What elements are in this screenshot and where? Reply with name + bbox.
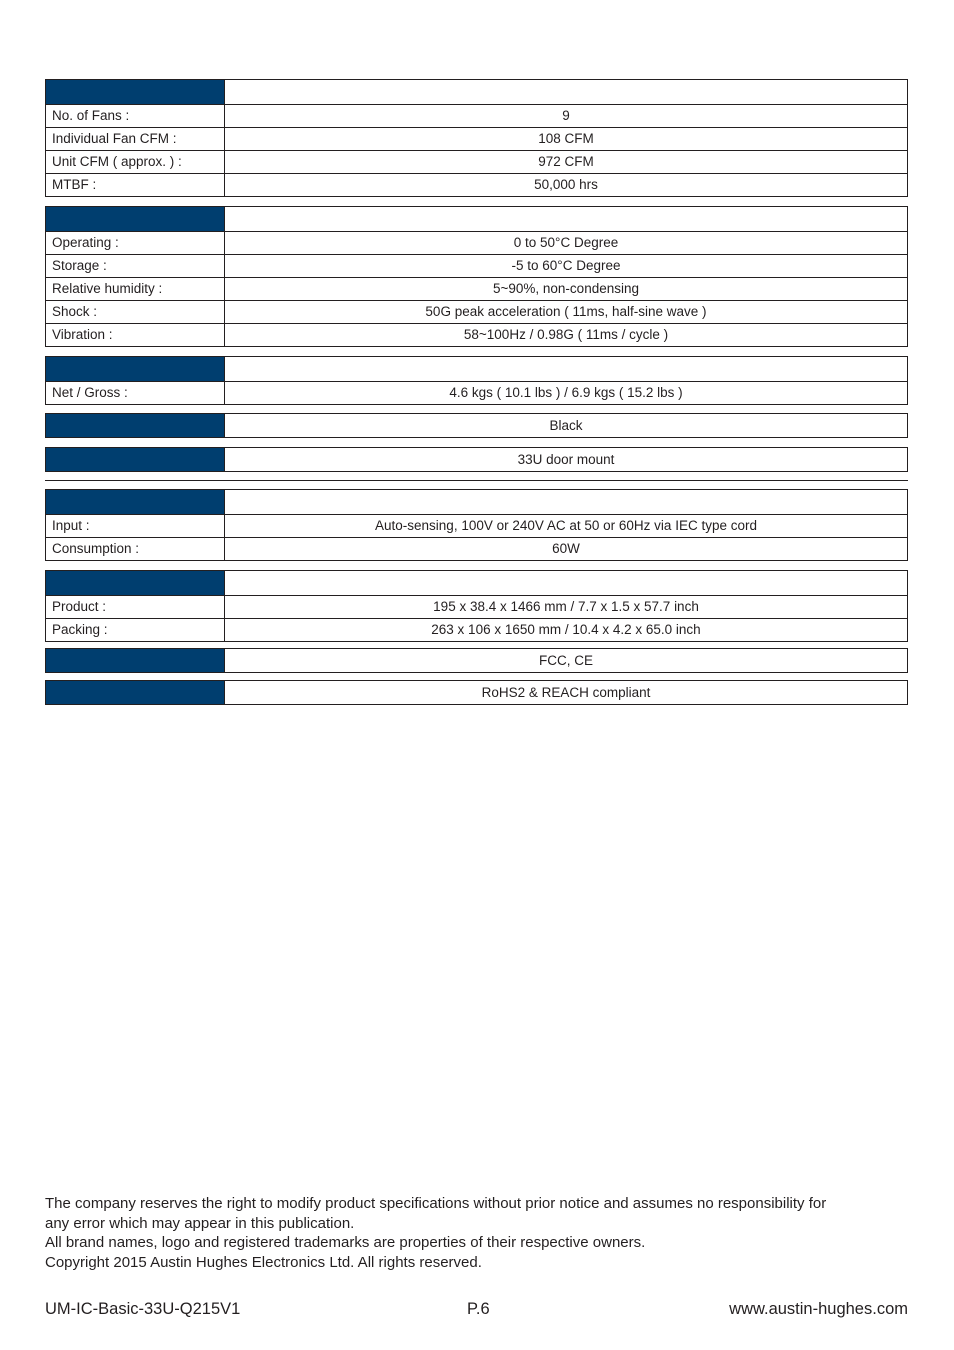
section-divider bbox=[45, 480, 908, 481]
table-row bbox=[46, 278, 908, 301]
section-header-bar bbox=[46, 571, 225, 596]
section-header-bar bbox=[46, 414, 225, 438]
section-header-bar bbox=[46, 80, 225, 105]
table-row bbox=[46, 681, 908, 705]
spec-label: Individual Fan CFM : bbox=[46, 128, 225, 151]
mounting-spec-table bbox=[45, 447, 908, 472]
table-row bbox=[46, 538, 908, 561]
disclaimer bbox=[45, 1194, 915, 1272]
color-spec-table bbox=[45, 413, 908, 438]
document-code: UM-IC-Basic-33U-Q215V1 bbox=[45, 1300, 241, 1318]
table-row bbox=[46, 301, 908, 324]
spec-value: 5~90%, non-condensing bbox=[225, 278, 908, 301]
spec-label: No. of Fans : bbox=[46, 105, 225, 128]
spec-label: Operating : bbox=[46, 232, 225, 255]
table-row bbox=[46, 649, 908, 673]
section-header-blank bbox=[225, 490, 908, 515]
table-row bbox=[46, 174, 908, 197]
spec-label: Storage : bbox=[46, 255, 225, 278]
spec-label: Unit CFM ( approx. ) : bbox=[46, 151, 225, 174]
spec-label: Shock : bbox=[46, 301, 225, 324]
section-header-bar bbox=[46, 681, 225, 705]
disclaimer-line: All brand names, logo and registered trademarks are properties of their respective owners. bbox=[45, 1234, 646, 1251]
spec-label: Consumption : bbox=[46, 538, 225, 561]
certification-spec-table bbox=[45, 648, 908, 673]
compliance-spec-table bbox=[45, 680, 908, 705]
fan-section-header bbox=[46, 80, 908, 105]
disclaimer-line: any error which may appear in this publication. bbox=[45, 1214, 355, 1232]
section-header-bar bbox=[46, 649, 225, 673]
environment-spec-table bbox=[45, 206, 908, 347]
section-header-bar bbox=[46, 448, 225, 472]
spec-label: MTBF : bbox=[46, 174, 225, 197]
table-row bbox=[46, 105, 908, 128]
section-header-blank bbox=[225, 207, 908, 232]
spec-value: 50G peak acceleration ( 11ms, half-sine wave ) bbox=[225, 301, 908, 324]
section-header-blank bbox=[225, 357, 908, 382]
environment-section-header bbox=[46, 207, 908, 232]
spec-label: Input : bbox=[46, 515, 225, 538]
dimensions-section-header bbox=[46, 571, 908, 596]
table-row bbox=[46, 151, 908, 174]
weight-spec-table bbox=[45, 356, 908, 405]
table-row bbox=[46, 515, 908, 538]
table-row bbox=[46, 232, 908, 255]
website-link[interactable]: www.austin-hughes.com bbox=[729, 1300, 908, 1318]
power-section-header bbox=[46, 490, 908, 515]
spec-value: RoHS2 & REACH compliant bbox=[225, 681, 908, 705]
spec-label: Net / Gross : bbox=[46, 382, 225, 405]
section-header-bar bbox=[46, 207, 225, 232]
weight-section-header bbox=[46, 357, 908, 382]
spec-label: Packing : bbox=[46, 619, 225, 642]
disclaimer-line: Copyright 2015 Austin Hughes Electronics Ltd. All rights reserved. bbox=[45, 1253, 482, 1271]
spec-value: 108 CFM bbox=[225, 128, 908, 151]
table-row bbox=[46, 619, 908, 642]
page-number: P.6 bbox=[467, 1300, 490, 1318]
table-row bbox=[46, 414, 908, 438]
spec-value: 33U door mount bbox=[225, 448, 908, 472]
disclaimer-line: The company reserves the right to modify product specifications without prior notice and assumes no responsibility for bbox=[45, 1195, 827, 1212]
section-header-bar bbox=[46, 490, 225, 515]
spec-value: 58~100Hz / 0.98G ( 11ms / cycle ) bbox=[225, 324, 908, 347]
spec-label: Relative humidity : bbox=[46, 278, 225, 301]
spec-label: Product : bbox=[46, 596, 225, 619]
table-row bbox=[46, 382, 908, 405]
table-row bbox=[46, 255, 908, 278]
spec-value: 9 bbox=[225, 105, 908, 128]
spec-value: Black bbox=[225, 414, 908, 438]
table-row bbox=[46, 324, 908, 347]
spec-value: 195 x 38.4 x 1466 mm / 7.7 x 1.5 x 57.7 inch bbox=[225, 596, 908, 619]
table-row bbox=[46, 128, 908, 151]
fan-spec-table bbox=[45, 79, 908, 197]
dimensions-spec-table bbox=[45, 570, 908, 642]
spec-value: -5 to 60°C Degree bbox=[225, 255, 908, 278]
power-spec-table bbox=[45, 489, 908, 561]
spec-label: Vibration : bbox=[46, 324, 225, 347]
section-header-blank bbox=[225, 80, 908, 105]
spec-value: FCC, CE bbox=[225, 649, 908, 673]
table-row bbox=[46, 596, 908, 619]
section-header-bar bbox=[46, 357, 225, 382]
spec-value: 263 x 106 x 1650 mm / 10.4 x 4.2 x 65.0 inch bbox=[225, 619, 908, 642]
spec-value: Auto-sensing, 100V or 240V AC at 50 or 60Hz via IEC type cord bbox=[225, 515, 908, 538]
spec-value: 972 CFM bbox=[225, 151, 908, 174]
spec-value: 60W bbox=[225, 538, 908, 561]
section-header-blank bbox=[225, 571, 908, 596]
table-row bbox=[46, 448, 908, 472]
spec-value: 0 to 50°C Degree bbox=[225, 232, 908, 255]
spec-value: 4.6 kgs ( 10.1 lbs ) / 6.9 kgs ( 15.2 lbs ) bbox=[225, 382, 908, 405]
spec-value: 50,000 hrs bbox=[225, 174, 908, 197]
